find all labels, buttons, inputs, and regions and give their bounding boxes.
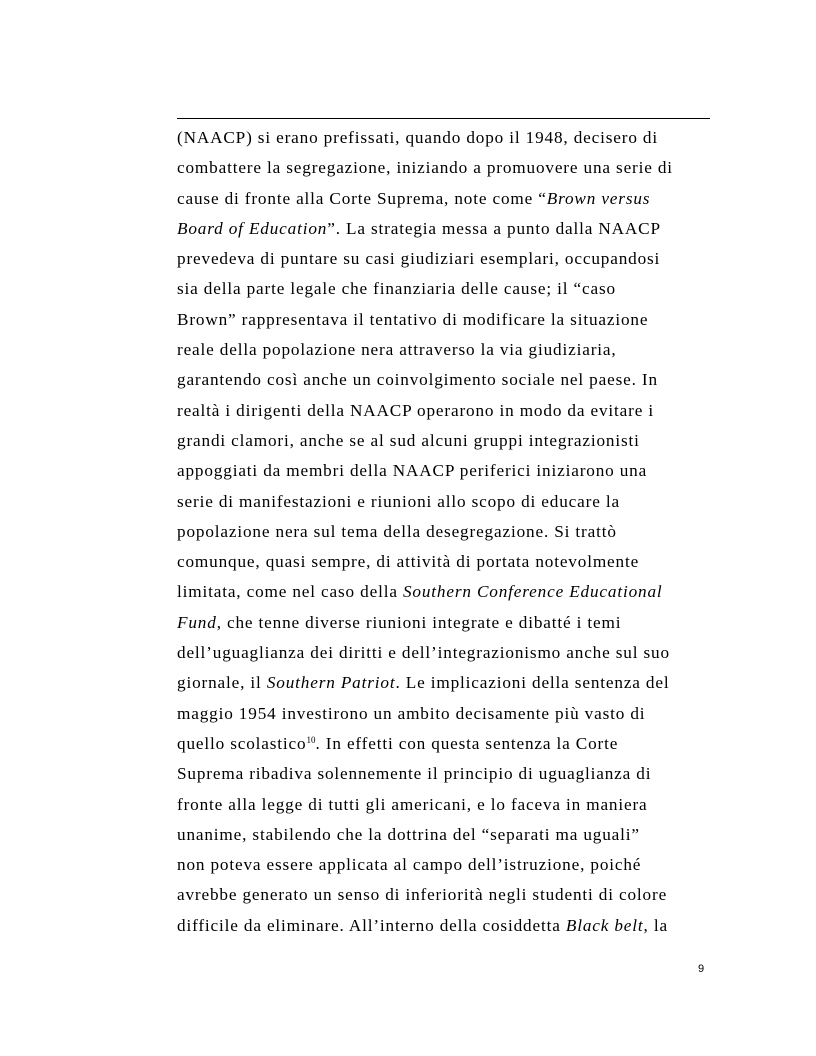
text-line: maggio 1954 investirono un ambito decisamente più vasto di [177,703,646,723]
text-line: limitata, come nel caso della Southern Conference Educational [177,582,663,602]
body-text [177,123,737,941]
text-line: Fund, che tenne diverse riunioni integrate e dibatté i temi [177,612,622,632]
page-number: 9 [698,963,705,975]
italic-case-title: Board of Education [177,218,328,238]
text-line: sia della parte legale che finanziaria delle cause; il “caso [177,279,616,299]
text-line: avrebbe generato un senso di inferiorità negli studenti di colore [177,885,668,905]
text-line: non poteva essere applicata al campo dell’istruzione, poiché [177,855,642,875]
italic-region-name: Black belt [565,915,644,935]
text-line: giornale, il Southern Patriot. Le implicazioni della sentenza del [177,673,670,693]
italic-organization-name: Southern Conference Educational [402,582,663,602]
text-line: realtà i dirigenti della NAACP operarono in modo da evitare i [177,400,654,420]
text-line: difficile da eliminare. All’interno della cosiddetta Black belt, la [177,915,668,935]
text-line: Brown” rappresentava il tentativo di modificare la situazione [177,309,649,329]
text-line: (NAACP) si erano prefissati, quando dopo il 1948, decisero di [177,128,658,147]
italic-newspaper-name: Southern Patriot [266,673,396,693]
text-line: fronte alla legge di tutti gli americani, e lo faceva in maniera [177,794,648,814]
italic-organization-name: Fund [177,612,217,632]
text-line: prevedeva di puntare su casi giudiziari esemplari, occupandosi [177,249,661,269]
text-line: reale della popolazione nera attraverso la via giudiziaria, [177,340,617,360]
text-line: popolazione nera sul tema della desegregazione. Si trattò [177,521,617,541]
text-line: quello scolastico$^{10}$. In effetti con questa sentenza la Corte [177,733,619,753]
text-line: garantendo così anche un coinvolgimento sociale nel paese. In [177,370,658,390]
text-line: combattere la segregazione, iniziando a promuovere una serie di [177,158,673,178]
text-line: cause di fronte alla Corte Suprema, note come “Brown versus [177,188,651,208]
text-line: Suprema ribadiva solennemente il principio di uguaglianza di [177,764,652,784]
text-line: grandi clamori, anche se al sud alcuni gruppi integrazionisti [177,430,640,450]
footnote-reference[interactable]: 10 [306,734,316,745]
text-line: serie di manifestazioni e riunioni allo scopo di educare la [177,491,620,511]
text-line: dell’uguaglianza dei diritti e dell’integrazionismo anche sul suo [177,643,670,663]
text-line: Board of Education”. La strategia messa a punto dalla NAACP [177,218,661,238]
italic-case-title: Brown versus [546,188,651,208]
top-rule-divider [177,118,710,119]
text-line: appoggiati da membri della NAACP periferici iniziarono una [177,461,648,481]
text-line: comunque, quasi sempre, di attività di portata notevolmente [177,552,640,572]
text-line: unanime, stabilendo che la dottrina del “separati ma uguali” [177,824,640,844]
